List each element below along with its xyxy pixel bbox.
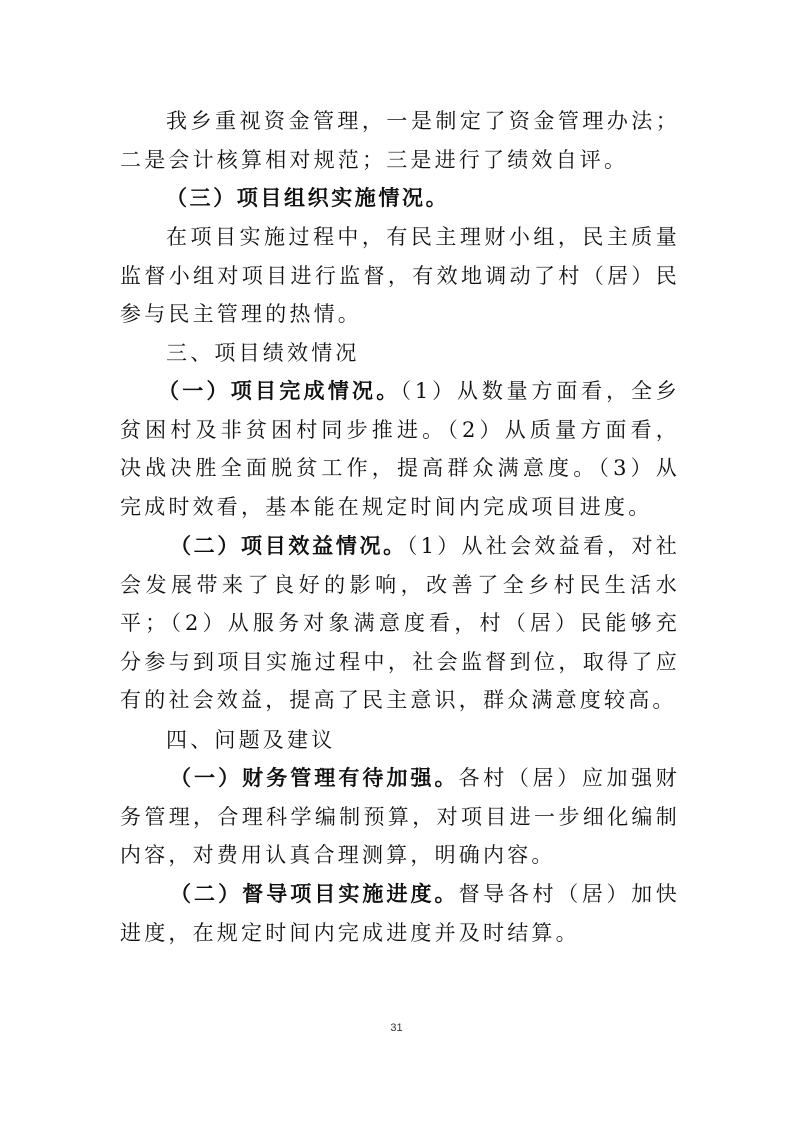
heading-text: （三）项目组织实施情况。 [166,186,450,210]
lead-bold: （一）财务管理有待加强。 [170,766,459,790]
lead-bold: （一）项目完成情况。 [158,379,401,403]
paragraph-text: 各村（居）应加强财务管理，合理科学编制预算，对项目进一步细化编制内容，对费用认真合理测算，明确内容。 [120,766,680,868]
paragraph-text: （1）从数量方面看，全乡贫困村及非贫困村同步推进。（2）从质量方面看，决战决胜全面脱贫工作，提高群众满意度。（3）从完成时效看，基本能在规定时间内完成项目进度。 [120,379,681,519]
section-heading-text: 三、项目绩效情况 [166,341,360,365]
paragraph-completion [120,372,680,526]
section-heading-issues [120,721,680,760]
paragraph-benefits [120,527,680,720]
paragraph-text: 我乡重视资金管理，一是制定了资金管理办法；二是会计核算相对规范；三是进行了绩效自评。 [120,109,680,172]
page-number: 31 [390,1022,403,1034]
paragraph-finance [120,759,680,875]
section-heading-text: 四、问题及建议 [166,728,336,752]
lead-bold: （二）项目效益情况。 [170,534,407,558]
paragraph-text: 督导各村（居）加快进度，在规定时间内完成进度并及时结算。 [120,882,680,945]
paragraph-text: 在项目实施过程中，有民主理财小组，民主质量监督小组对项目进行监督，有效地调动了村（居）民参与民主管理的热情。 [120,225,680,327]
heading-project-organization [120,179,680,218]
lead-bold: （二）督导项目实施进度。 [170,882,459,906]
paragraph-text: （1）从社会效益看，对社会发展带来了良好的影响，改善了全乡村民生活水平；（2）从服务对象满意度看，村（居）民能够充分参与到项目实施过程中，社会监督到位，取得了应有的社会效益，提高了民主意识，群众满意度较高。 [120,534,680,713]
section-heading-performance [120,334,680,373]
paragraph-implementation [120,218,680,334]
paragraph-fund-management [120,102,680,179]
paragraph-supervision [120,875,680,952]
